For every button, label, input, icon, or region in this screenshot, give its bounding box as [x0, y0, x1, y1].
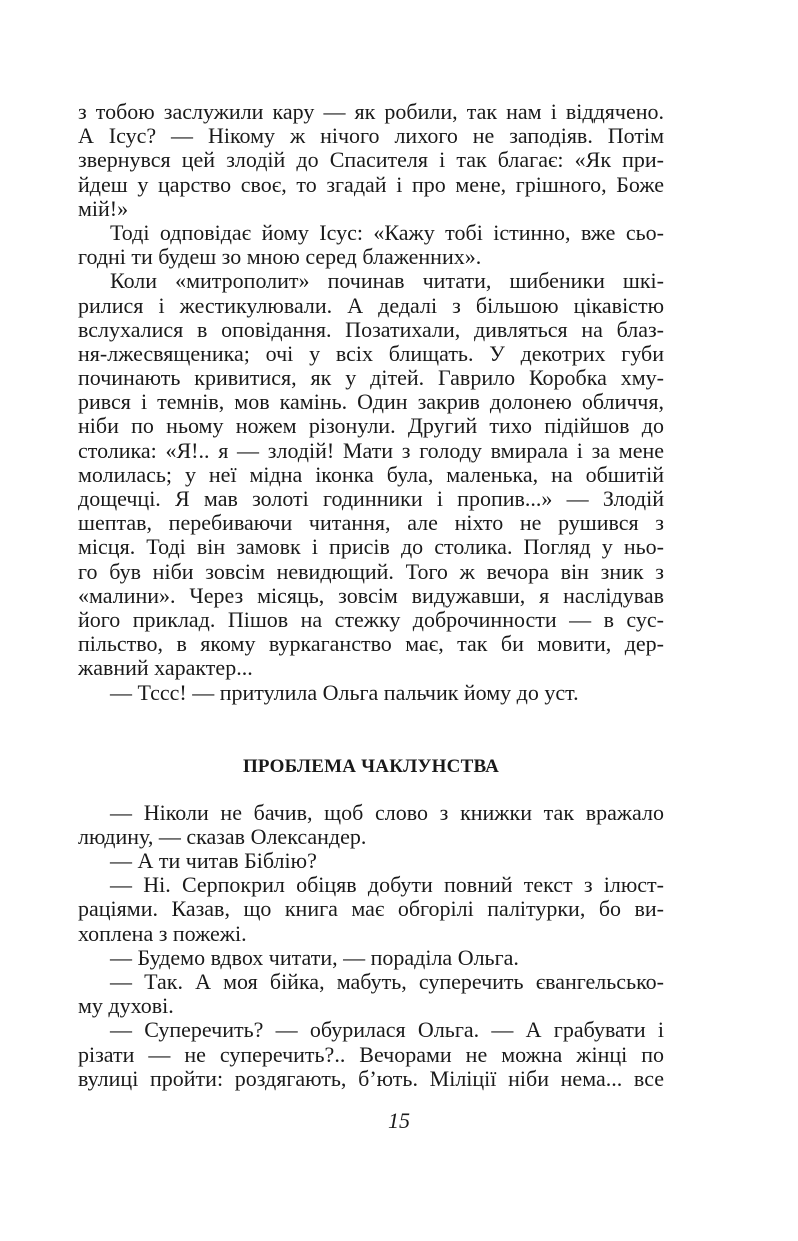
- text-line: Коли «митрополит» починав читати, шибеники шкі-: [110, 268, 664, 294]
- text-line: «малини». Через місяць, зовсім видужавши, я наслідував: [78, 582, 664, 608]
- section-spacer: [78, 705, 664, 755]
- paragraph: [78, 946, 664, 970]
- text-line: го був ніби зовсім невидющий. Того ж вечора він зник з: [78, 558, 664, 584]
- paragraph: [78, 849, 664, 873]
- text-line: людину, — сказав Олександер.: [78, 823, 367, 849]
- paragraph: [78, 269, 664, 680]
- book-page: [78, 100, 664, 1091]
- text-line: хоплена з пожежі.: [78, 920, 247, 946]
- text-line: — А ти читав Біблію?: [110, 848, 317, 874]
- paragraph: [78, 221, 664, 269]
- text-line: з тобою заслужили кару — як робили, так нам і віддячено.: [78, 99, 664, 124]
- text-line: рився і темнів, мов камінь. Один закрив долонею обличчя,: [78, 389, 664, 415]
- text-line: починають кривитися, як у дітей. Гаврило Коробка хму-: [78, 365, 664, 391]
- text-line: дощечці. Я мав золоті годинники і пропив...» — Злодій: [78, 486, 664, 511]
- section-heading: ПРОБЛЕМА ЧАКЛУНСТВА: [242, 755, 500, 777]
- text-line: різати — не суперечить?.. Вечорами не можна жінці по: [78, 1041, 664, 1067]
- text-line: рилися і жестикулювали. А дедалі з більшою цікавістю: [78, 292, 664, 318]
- text-line: — Ніколи не бачив, щоб слово з книжки так вражало: [110, 799, 664, 825]
- text-line: мій!»: [78, 195, 129, 221]
- text-line: ня-лжесвященика; очі у всіх блищать. У декотрих губи: [78, 340, 664, 366]
- text-line: годні ти будеш зо мною серед блаженних».: [78, 244, 482, 270]
- text-line: його приклад. Пішов на стежку доброчинности — в сус-: [78, 606, 664, 632]
- text-line: ніби по ньому ножем різонули. Другий тихо підійшов до: [78, 413, 664, 439]
- heading-spacer: [78, 779, 664, 801]
- text-line: молилась; у неї мідна іконка була, маленька, на обшитій: [78, 461, 664, 487]
- text-block-before-heading: [78, 100, 664, 705]
- text-line: пільство, в якому вуркаганство має, так би мовити, дер-: [78, 631, 664, 657]
- text-line: му духові.: [78, 993, 174, 1019]
- text-line: вулиці пройти: роздягають, б’ють. Міліції ніби нема... все: [78, 1065, 664, 1091]
- text-line: — Ні. Серпокрил обіцяв добути повний текст з ілюст-: [110, 872, 664, 898]
- text-line: А Ісус? — Нікому ж нічого лихого не заподіяв. Потім: [78, 123, 664, 149]
- paragraph: [78, 873, 664, 946]
- text-line: звернувся цей злодій до Спасителя і так благає: «Як при-: [78, 147, 664, 173]
- text-line: столика: «Я!.. я — злодій! Мати з голоду вмирала і за мене: [78, 437, 664, 463]
- text-line: вслухалися в оповідання. Позатихали, дивляться на блаз-: [78, 316, 664, 342]
- page-number: 15: [388, 1108, 410, 1133]
- paragraph: [78, 681, 664, 705]
- text-line: — Тссс! — притулила Ольга пальчик йому до уст.: [110, 679, 579, 705]
- text-line: — Будемо вдвох читати, — пораділа Ольга.: [110, 944, 519, 970]
- text-line: — Так. А моя бійка, мабуть, суперечить євангельсько-: [110, 969, 664, 994]
- paragraph: [78, 100, 664, 221]
- text-line: йдеш у царство своє, то згадай і про мене, грішного, Боже: [78, 171, 664, 197]
- text-line: жавний характер...: [78, 655, 253, 681]
- paragraph: [78, 970, 664, 1018]
- text-line: — Суперечить? — обурилася Ольга. — А грабувати і: [110, 1017, 664, 1043]
- text-line: шептав, перебиваючи читання, але ніхто не рушився з: [78, 510, 664, 536]
- text-line: Тоді одповідає йому Ісус: «Кажу тобі істинно, вже сьо-: [110, 219, 664, 245]
- text-line: місця. Тоді він замовк і присів до столика. Погляд у ньо-: [78, 534, 664, 560]
- text-block-after-heading: [78, 801, 664, 1091]
- paragraph: [78, 1018, 664, 1091]
- paragraph: [78, 801, 664, 849]
- text-line: раціями. Казав, що книга має обгорілі палітурки, бо ви-: [78, 896, 664, 922]
